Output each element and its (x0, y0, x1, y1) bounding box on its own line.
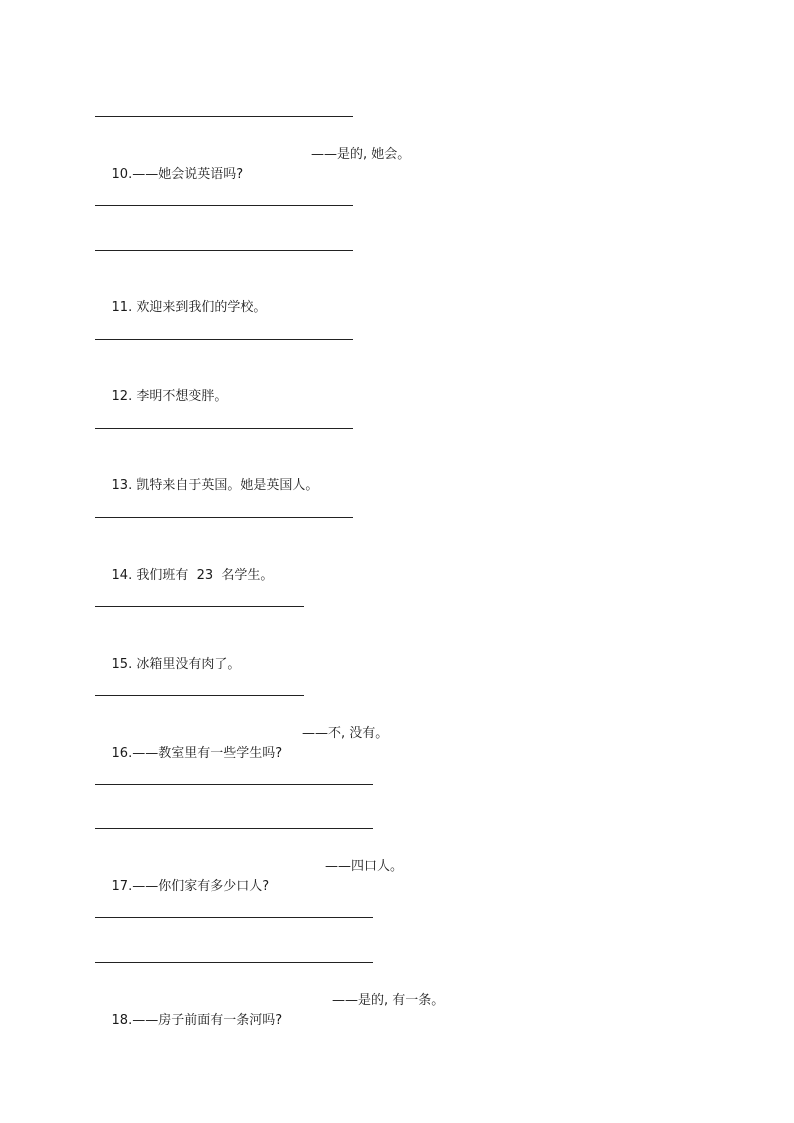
question-17 (95, 857, 404, 894)
answer-line[interactable] (95, 428, 353, 429)
question-13 (95, 456, 319, 493)
question-number: 12. (111, 389, 133, 404)
question-number: 14. (111, 568, 133, 583)
answer-line[interactable] (95, 606, 304, 607)
question-12 (95, 367, 228, 404)
answer-line[interactable] (95, 205, 353, 206)
question-text: ——她会说英语吗? (132, 167, 244, 182)
question-number: 15. (111, 657, 133, 672)
question-answer: ——不, 没有。 (302, 726, 389, 741)
question-text: 我们班有 23 名学生。 (132, 568, 274, 583)
answer-line[interactable] (95, 116, 353, 117)
question-number: 13. (111, 478, 133, 493)
question-text: 凯特来自于英国。她是英国人。 (132, 478, 319, 493)
answer-line[interactable] (95, 339, 353, 340)
question-answer: ——四口人。 (325, 859, 404, 874)
question-text: 李明不想变胖。 (132, 389, 228, 404)
answer-line[interactable] (95, 784, 373, 785)
question-text: ——教室里有一些学生吗? (132, 746, 283, 761)
question-10 (95, 145, 411, 182)
question-answer: ——是的, 有一条。 (332, 993, 445, 1008)
question-number: 18. (111, 1013, 133, 1028)
answer-line[interactable] (95, 962, 373, 963)
answer-line[interactable] (95, 695, 304, 696)
question-text: ——你们家有多少口人? (132, 879, 270, 894)
answer-line[interactable] (95, 517, 353, 518)
question-number: 17. (111, 879, 133, 894)
question-number: 11. (111, 300, 133, 315)
question-text: 冰箱里没有肉了。 (132, 657, 241, 672)
question-16 (95, 724, 389, 761)
question-14 (95, 546, 274, 583)
answer-line[interactable] (95, 828, 373, 829)
question-number: 10. (111, 167, 133, 182)
question-11 (95, 278, 267, 315)
answer-line[interactable] (95, 250, 353, 251)
question-answer: ——是的, 她会。 (311, 147, 411, 162)
question-number: 16. (111, 746, 133, 761)
question-text: ——房子前面有一条河吗? (132, 1013, 283, 1028)
question-15 (95, 635, 241, 672)
question-text: 欢迎来到我们的学校。 (132, 300, 267, 315)
question-18 (95, 991, 445, 1028)
answer-line[interactable] (95, 917, 373, 918)
